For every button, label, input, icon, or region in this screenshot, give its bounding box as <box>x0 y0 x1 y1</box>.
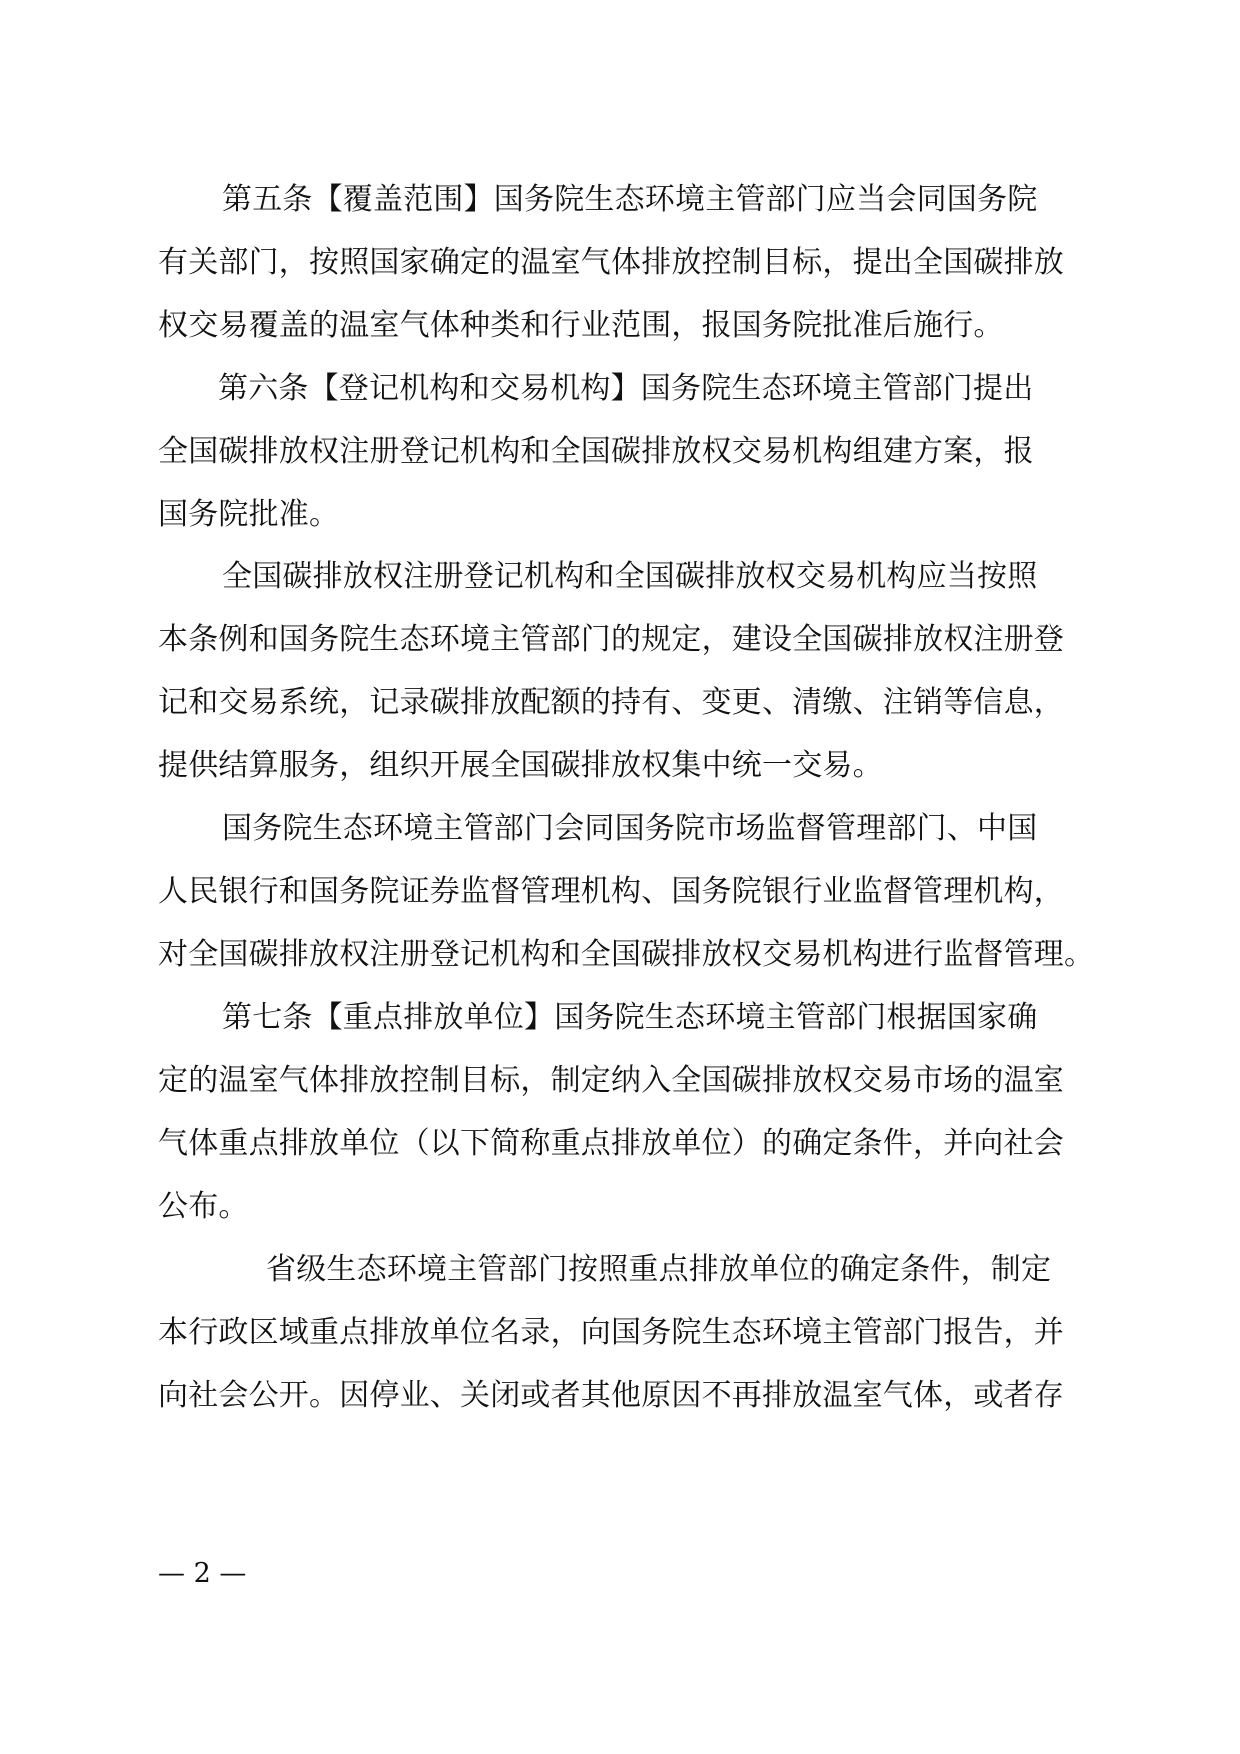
text-line: 第七条【重点排放单位】国务院生态环境主管部门根据国家确 <box>222 1000 1038 1035</box>
text-line: 权交易覆盖的温室气体种类和行业范围，报国务院批准后施行。 <box>158 308 1004 343</box>
page-number: — 2 — <box>158 1558 247 1589</box>
text-line: 气体重点排放单位（以下简称重点排放单位）的确定条件，并向社会 <box>158 1126 1064 1161</box>
text-line: 国务院生态环境主管部门会同国务院市场监督管理部门、中国 <box>222 811 1038 846</box>
text-line: 提供结算服务，组织开展全国碳排放权集中统一交易。 <box>158 748 883 783</box>
text-line: 国务院批准。 <box>158 497 340 532</box>
text-line: 公布。 <box>158 1189 249 1224</box>
text-line: 全国碳排放权注册登记机构和全国碳排放权交易机构应当按照 <box>222 559 1038 594</box>
text-line: 记和交易系统，记录碳排放配额的持有、变更、清缴、注销等信息， <box>158 685 1064 720</box>
text-line: 定的温室气体排放控制目标，制定纳入全国碳排放权交易市场的温室 <box>158 1063 1064 1098</box>
text-line: 有关部门，按照国家确定的温室气体排放控制目标，提出全国碳排放 <box>158 245 1064 280</box>
text-line: 第六条【登记机构和交易机构】国务院生态环境主管部门提出 <box>218 371 1034 406</box>
text-line: 人民银行和国务院证券监督管理机构、国务院银行业监督管理机构， <box>158 874 1064 909</box>
text-line: 第五条【覆盖范围】国务院生态环境主管部门应当会同国务院 <box>222 182 1038 217</box>
text-line: 全国碳排放权注册登记机构和全国碳排放权交易机构组建方案，报 <box>158 434 1034 469</box>
text-line: 本条例和国务院生态环境主管部门的规定，建设全国碳排放权注册登 <box>158 622 1064 657</box>
text-line: 省级生态环境主管部门按照重点排放单位的确定条件，制定 <box>266 1252 1052 1287</box>
text-line: 对全国碳排放权注册登记机构和全国碳排放权交易机构进行监督管理。 <box>158 937 1095 972</box>
text-line: 向社会公开。因停业、关闭或者其他原因不再排放温室气体，或者存 <box>158 1378 1064 1413</box>
text-line: 本行政区域重点排放单位名录，向国务院生态环境主管部门报告，并 <box>158 1315 1064 1350</box>
